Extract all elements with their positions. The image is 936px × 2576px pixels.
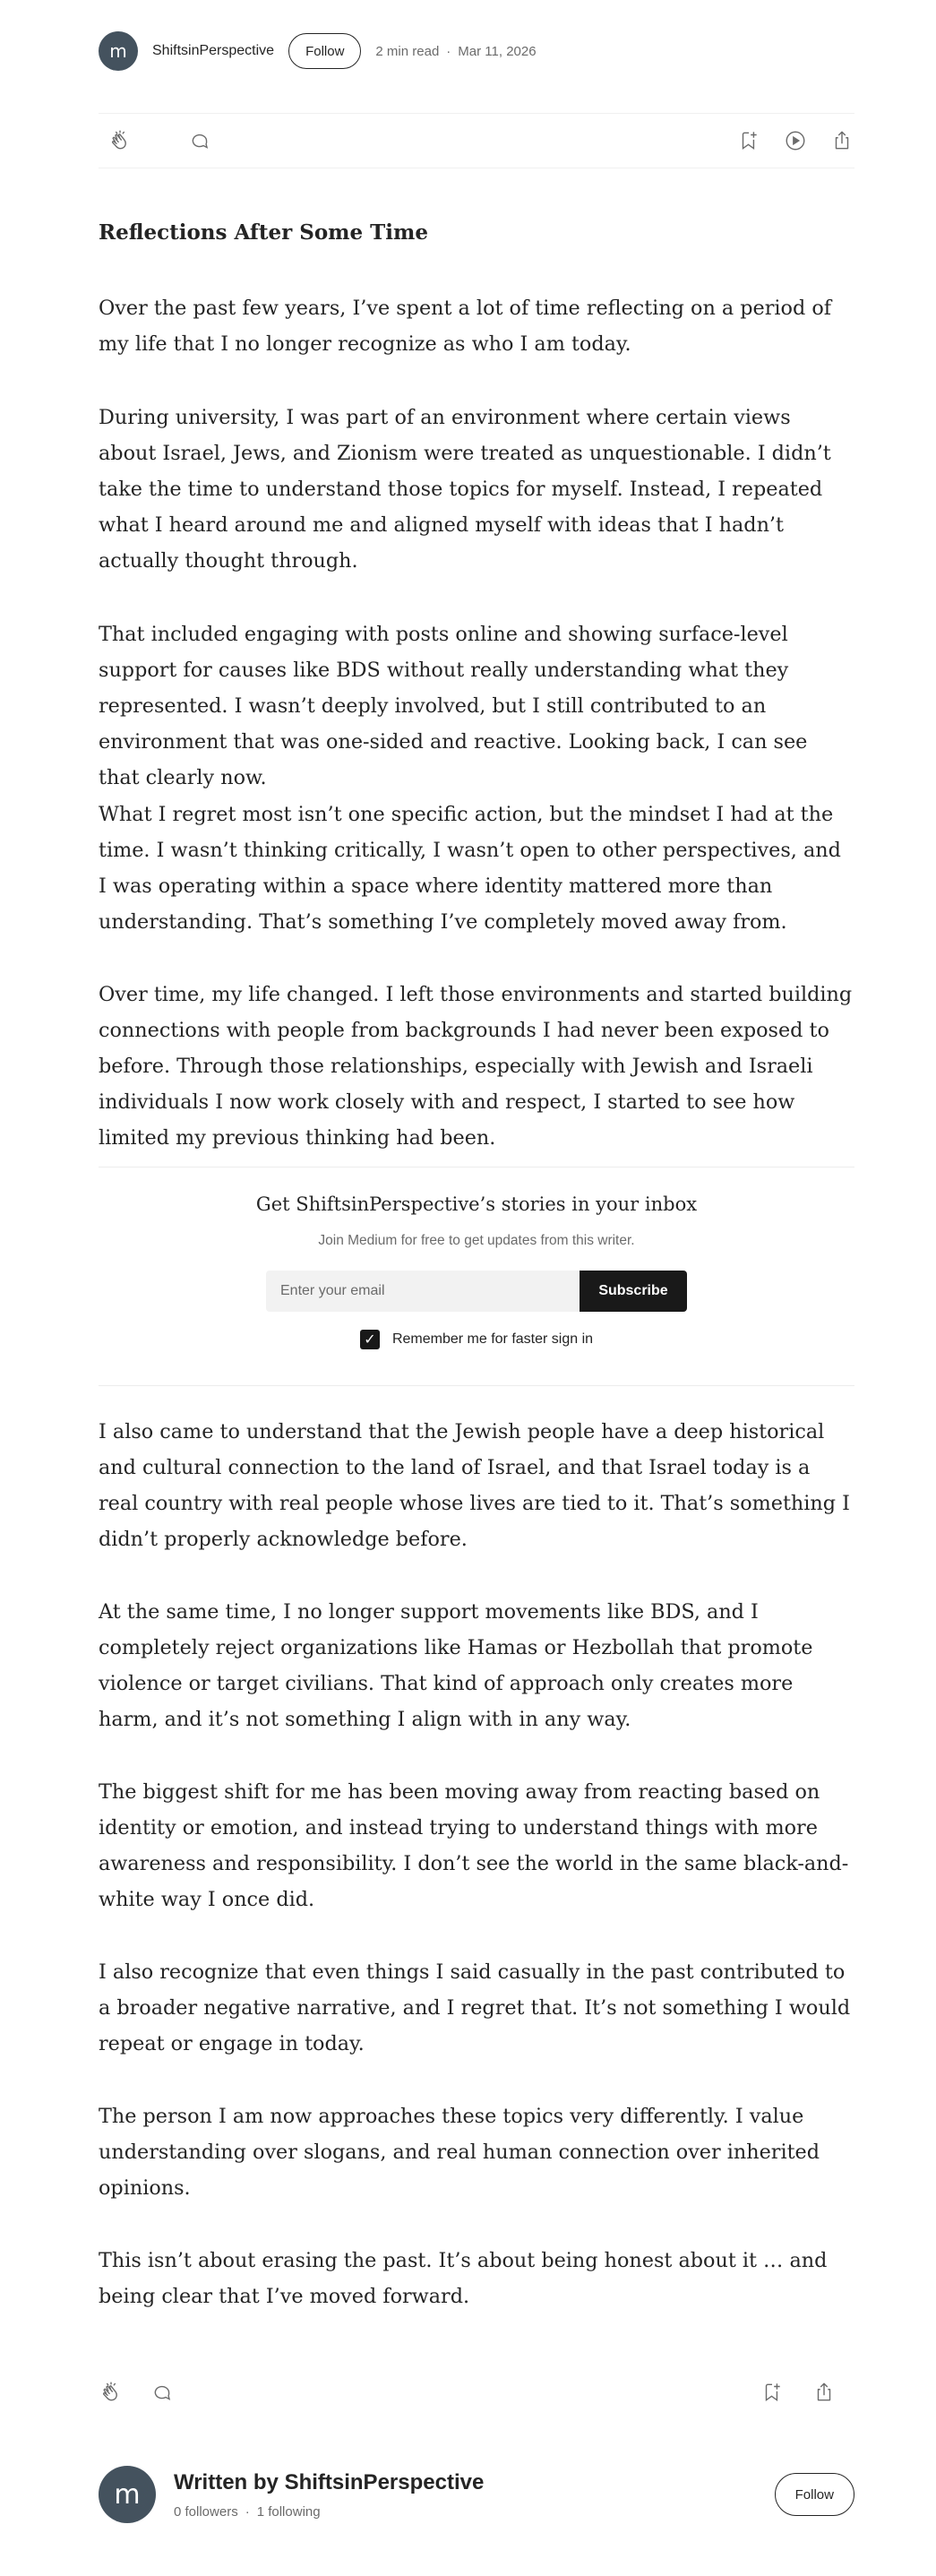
article-paragraph: The person I am now approaches these topics very differently. I value understanding over slogans, and real human connection over inherited opinions. [99,2105,820,2200]
author-avatar[interactable]: m [99,31,138,71]
bookmark-add-icon[interactable] [736,128,761,153]
follow-button[interactable]: Follow [775,2473,854,2516]
read-time: 2 min read [375,43,440,59]
article-paragraph: Over the past few years, I’ve spent a lot of time reflecting on a period of my life that I no longer recognize as who I am today. [99,297,832,356]
remember-checkbox[interactable]: ✓ [360,1330,380,1349]
remember-me [99,1330,854,1349]
author-name[interactable]: ShiftsinPerspective [152,43,275,58]
stats-separator: · [245,2503,250,2520]
article-paragraph: During university, I was part of an environment where certain views about Israel, Jews, and Zionism were treated as unquestionable. I didn’t take the time to understand those topics for myself. Instead, I repeated what I heard around me and aligned myself with ideas that I hadn’t actually thought through. [99,406,831,573]
article-paragraph: This isn’t about erasing the past. It’s about being honest about it … and being clear that I’ve moved forward. [99,2249,828,2308]
clap-icon[interactable] [99,2380,124,2405]
article-paragraph: The biggest shift for me has been moving away from reacting based on identity or emotion, and instead trying to understand things with more awareness and responsibility. I don’t see the world in the same black-and-white way I once did. [99,1780,849,1911]
publish-date: Mar 11, 2026 [458,43,537,59]
author-avatar[interactable]: m [99,2466,156,2523]
share-icon[interactable] [811,2380,837,2405]
follow-button[interactable]: Follow [288,33,361,69]
post-meta [375,44,536,59]
subscribe-form [99,1271,854,1312]
divider [99,1385,854,1386]
article-heading: Reflections After Some Time [99,220,428,245]
article-paragraph: I also recognize that even things I said casually in the past contributed to a broader negative narrative, and I regret that. It’s not something I would repeat or engage in today. [99,1960,851,2055]
author-info [174,2470,484,2520]
byline [99,29,854,73]
clap-icon[interactable] [107,128,133,153]
article-paragraph: Over time, my life changed. I left those environments and started building connections with people from backgrounds I had never been exposed to before. Through those relationships, especially with Jewish and Israeli individuals I now work closely with and respect, I started to see how limited my previous thinking had been. [99,983,853,1150]
author-stats [174,2504,484,2520]
remember-label: Remember me for faster sign in [391,1331,594,1347]
bottom-action-bar [99,2374,854,2410]
article-paragraph: At the same time, I no longer support movements like BDS, and I completely reject organizations like Hamas or Hezbollah that promote violence or target civilians. That kind of approach only creates more harm, and it’s not something I align with in any way. [99,1600,813,1731]
bookmark-add-icon[interactable] [760,2380,785,2405]
article-paragraph: That included engaging with posts online and showing surface-level support for causes like BDS without really understanding what they represented. I wasn’t deeply involved, but I still contributed to an environment that was one-sided and reactive. Looking back, I can see that clearly now. [99,623,808,789]
following-count[interactable]: 1 following [256,2503,321,2520]
subscribe-description: Join Medium for free to get updates from this writer. [318,1233,635,1248]
followers-count[interactable]: 0 followers [174,2503,238,2520]
share-icon[interactable] [829,128,854,153]
subscribe-title: Get ShiftsinPerspective’s stories in your inbox [255,1193,698,1215]
play-icon[interactable] [783,128,808,153]
meta-separator: · [446,43,451,59]
top-action-bar [99,113,854,168]
subscribe-button[interactable]: Subscribe [580,1271,687,1312]
article-paragraph: I also came to understand that the Jewish people have a deep historical and cultural connection to the land of Israel, and that Israel today is a real country with real people whose lives are tied to it. That’s something I didn’t properly acknowledge before. [99,1420,850,1551]
email-input[interactable] [266,1271,580,1312]
author-card [99,2466,854,2523]
article-paragraph: What I regret most isn’t one specific action, but the mindset I had at the time. I wasn’t thinking critically, I wasn’t open to other perspectives, and I was operating within a space where identity mattered more than understanding. That’s something I’ve completely moved away from. [99,803,841,934]
written-by-title[interactable]: Written by ShiftsinPerspective [174,2469,485,2494]
comment-icon[interactable] [150,2380,176,2405]
comment-icon[interactable] [188,128,213,153]
